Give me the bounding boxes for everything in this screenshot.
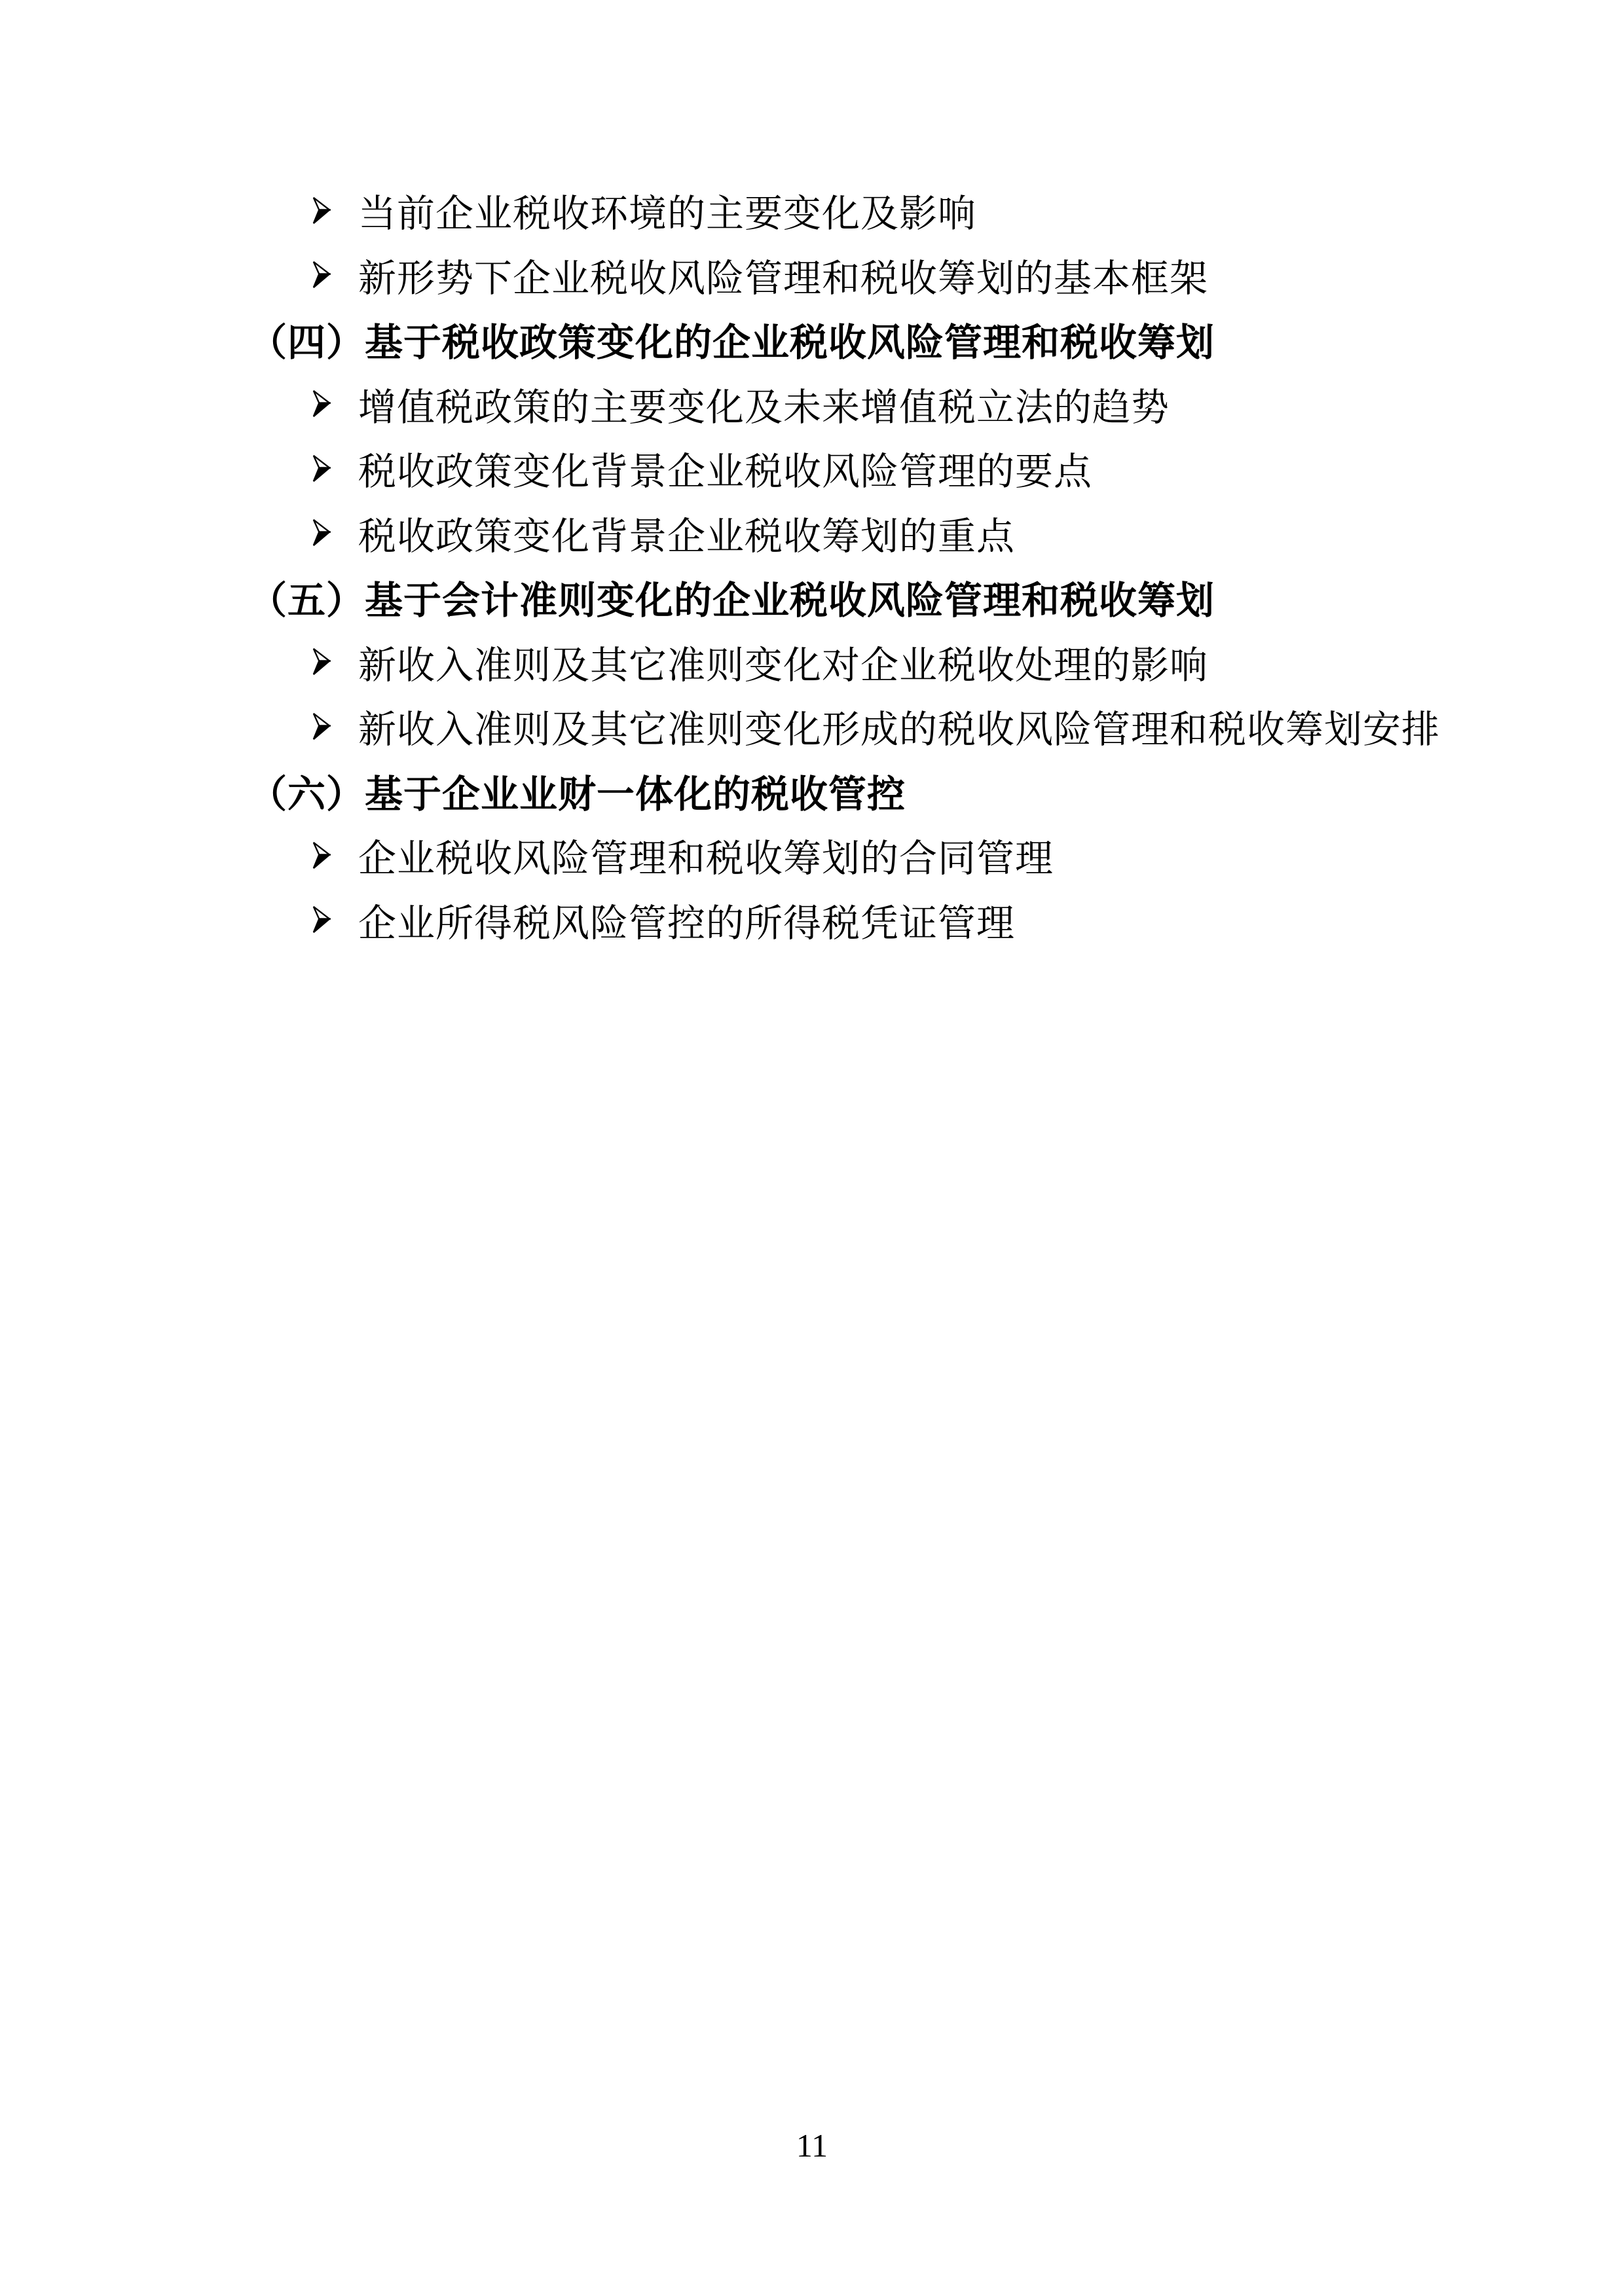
list-item [249,436,1388,501]
section-number: （五） [249,579,365,623]
arrow-bullet-icon [312,454,331,483]
section-heading [249,565,1388,630]
arrow-bullet-icon [312,647,331,676]
section-heading [249,759,1388,824]
list-item-text: 新形势下企业税收风险管理和税收筹划的基本框架 [358,257,1209,300]
arrow-bullet-icon [312,260,331,289]
list-item-text: 税收政策变化背景企业税收筹划的重点 [358,515,1016,558]
list-item [249,823,1388,888]
list-item-text: 当前企业税收环境的主要变化及影响 [358,192,977,236]
list-item [249,372,1388,437]
list-item-text: 企业所得税风险管控的所得税凭证管理 [358,902,1016,945]
list-item-text: 增值税政策的主要变化及未来增值税立法的趋势 [358,386,1170,429]
page-footer [0,2126,1624,2164]
list-item [249,888,1388,953]
arrow-bullet-icon [312,712,331,741]
section-number: （四） [249,321,365,365]
list-item [249,630,1388,695]
list-item-text: 新收入准则及其它准则变化形成的税收风险管理和税收筹划安排 [358,708,1441,752]
section-title: 基于会计准则变化的企业税收风险管理和税收筹划 [365,579,1215,623]
arrow-bullet-icon [312,196,331,225]
list-item [249,243,1388,308]
course-outline [249,178,1441,952]
arrow-bullet-icon [312,389,331,418]
list-item-text: 新收入准则及其它准则变化对企业税收处理的影响 [358,644,1209,687]
list-item [249,501,1388,566]
section-title: 基于企业业财一体化的税收管控 [365,773,906,816]
section-number: （六） [249,773,365,816]
list-item [249,694,1441,759]
arrow-bullet-icon [312,841,331,870]
arrow-bullet-icon [312,905,331,934]
list-item-text: 税收政策变化背景企业税收风险管理的要点 [358,450,1093,494]
list-item [249,178,1388,243]
list-item-text: 企业税收风险管理和税收筹划的合同管理 [358,837,1054,881]
page-number: 11 [796,2127,828,2164]
section-title: 基于税收政策变化的企业税收风险管理和税收筹划 [365,321,1215,365]
section-heading [249,307,1388,372]
arrow-bullet-icon [312,518,331,547]
